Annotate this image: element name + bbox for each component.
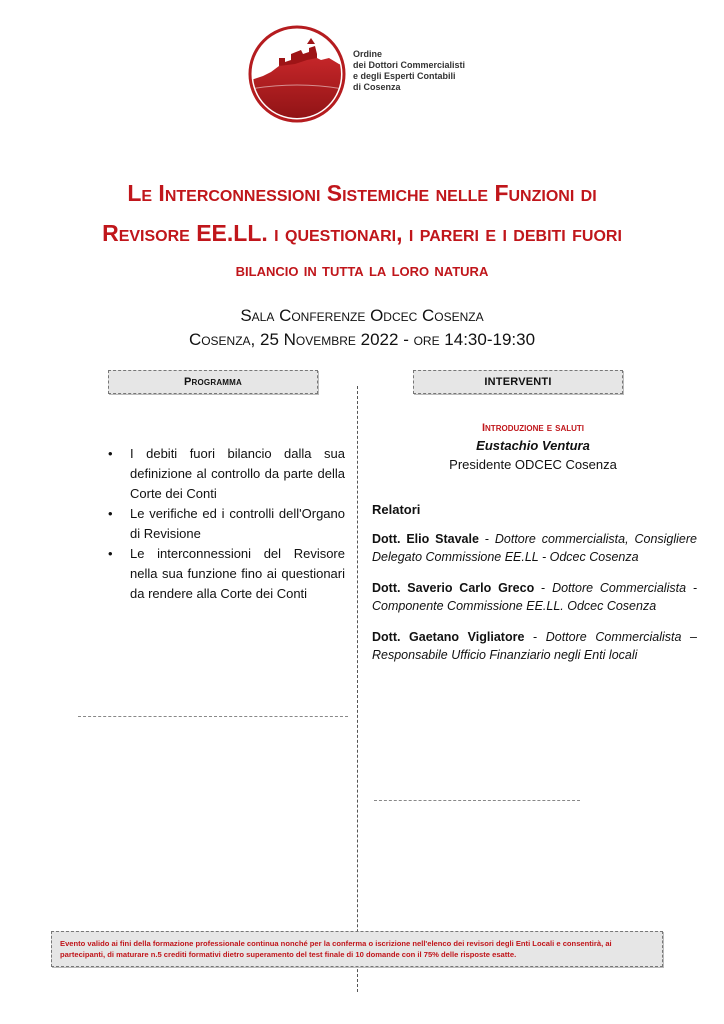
interventi-header: INTERVENTI bbox=[413, 370, 623, 394]
title-line-1: Le Interconnessioni Sistemiche nelle Funzioni di bbox=[127, 180, 597, 206]
list-item: • Le interconnessioni del Revisore nella sua funzione fino ai questionari da rendere alla Corte dei Conti bbox=[108, 544, 345, 604]
speaker-description: Dottore Commercialista - Componente Commissione EE.LL. Odcec Cosenza bbox=[372, 581, 698, 613]
speaker-name: Dott. Elio Stavale bbox=[372, 532, 479, 546]
logo-line: e degli Esperti Contabili bbox=[353, 71, 456, 81]
dashed-separator bbox=[78, 716, 348, 717]
column-divider bbox=[357, 386, 358, 992]
list-item: • Le verifiche ed i controlli dell'Organo di Revisione bbox=[108, 504, 345, 544]
dashed-separator bbox=[374, 800, 580, 801]
event-date-time: Cosenza, 25 Novembre 2022 - ore 14:30-19:30 bbox=[188, 330, 536, 349]
logo-line: dei Dottori Commercialisti bbox=[353, 60, 466, 70]
list-item: • I debiti fuori bilancio dalla sua definizione al controllo da parte della Corte dei Conti bbox=[108, 444, 345, 504]
title-line-3: bilancio in tutta la loro natura bbox=[235, 260, 489, 281]
speaker-entry: Dott. Elio Stavale - Dottore commercialista, Consigliere Delegato Commissione EE.LL - Odcec Cosenza bbox=[372, 532, 697, 564]
credits-disclaimer: Evento valido ai fini della formazione professionale continua nonché per la conferma o iscrizione nell'elenco dei revisori degli Enti Locali e consentirà, ai partecipanti, di maturare n.5 crediti formativi dietro superamento del test finale di 10 domande con il 75% delle risposte esatte. bbox=[51, 931, 663, 967]
relatori-heading: Relatori bbox=[372, 502, 421, 517]
intro-speaker-name: Eustachio Ventura bbox=[476, 438, 590, 453]
speaker-entry: Dott. Gaetano Vigliatore - Dottore Commercialista – Responsabile Ufficio Finanziario negli Enti locali bbox=[372, 630, 698, 662]
programma-header: Programma bbox=[108, 370, 318, 394]
castle-seal-icon bbox=[245, 24, 349, 124]
logo-line: Ordine bbox=[353, 49, 383, 59]
speaker-name: Dott. Gaetano Vigliatore bbox=[372, 630, 525, 644]
program-list bbox=[108, 444, 345, 604]
speaker-description: Dottore Commercialista – Responsabile Ufficio Finanziario negli Enti locali bbox=[372, 630, 698, 662]
venue-name: Sala Conferenze Odcec Cosenza bbox=[240, 306, 484, 325]
intro-heading: Introduzione e saluti bbox=[481, 422, 585, 434]
speaker-name: Dott. Saverio Carlo Greco bbox=[372, 581, 535, 595]
logo-text bbox=[353, 49, 478, 93]
speaker-entry: Dott. Saverio Carlo Greco - Dottore Commercialista - Componente Commissione EE.LL. Odcec Cosenza bbox=[372, 581, 698, 613]
speaker-description: Dottore commercialista, Consigliere Delegato Commissione EE.LL - Odcec Cosenza bbox=[372, 532, 697, 564]
title-line-2: Revisore EE.LL. i questionari, i pareri e i debiti fuori bbox=[102, 220, 622, 246]
logo-line: di Cosenza bbox=[353, 82, 401, 92]
intro-speaker-role: Presidente ODCEC Cosenza bbox=[449, 457, 617, 472]
logo bbox=[245, 24, 470, 124]
